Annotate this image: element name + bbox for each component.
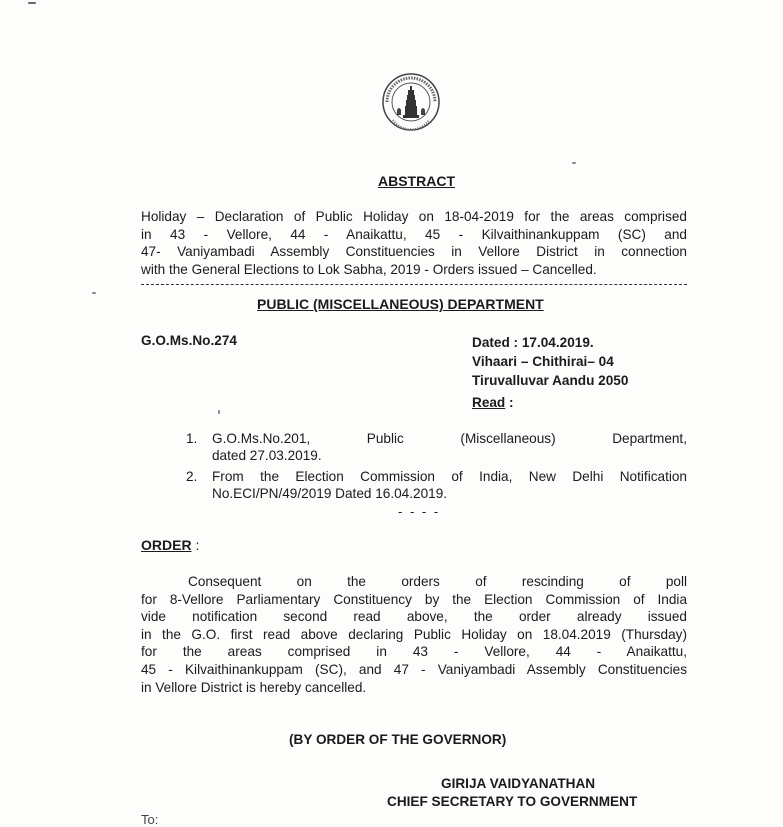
scan-speck (28, 2, 36, 4)
order-heading: ORDER : (141, 537, 200, 553)
section-separator: - - - - (398, 504, 441, 519)
tamilnadu-emblem-icon (381, 70, 441, 134)
to-label: To: (141, 812, 159, 827)
scan-speck (218, 410, 220, 414)
subject-line: in 43 - Vellore, 44 - Anaikattu, 45 - Kilvaithinankuppam (SC) and (141, 226, 687, 242)
reference-line: G.O.Ms.No.201, Public (Miscellaneous) Department, (212, 431, 687, 446)
scan-speck (92, 292, 96, 294)
order-line: vide notification second read above, the order already issued (141, 609, 687, 625)
tiruvalluvar-year-line: Tiruvalluvar Aandu 2050 (472, 373, 629, 388)
reference-line: From the Election Commission of India, New Delhi Notification (212, 469, 687, 484)
reference-line: No.ECI/PN/49/2019 Dated 16.04.2019. (212, 486, 448, 501)
dated-line: Dated : 17.04.2019. (472, 335, 594, 350)
order-line: 45 - Kilvaithinankuppam (SC), and 47 - Vaniyambadi Assembly Constituencies (141, 661, 687, 677)
go-number: G.O.Ms.No.274 (141, 333, 237, 348)
order-line: Consequent on the orders of rescinding of poll (188, 574, 687, 589)
subject-line: 47- Vaniyambadi Assembly Constituencies in Vellore District in connection (141, 244, 687, 260)
subject-line: Holiday – Declaration of Public Holiday on 18-04-2019 for the areas comprised (141, 209, 687, 224)
government-seal (381, 70, 441, 134)
by-order-line: (BY ORDER OF THE GOVERNOR) (289, 732, 507, 747)
order-line: for the areas comprised in 43 - Vellore, 44 - Anaikattu, (141, 644, 687, 660)
order-line: in Vellore District is hereby cancelled. (141, 679, 367, 695)
order-paragraph (141, 573, 687, 696)
scan-speck (572, 162, 576, 164)
tamil-date-line: Vihaari – Chithirai– 04 (472, 354, 614, 369)
department-heading: PUBLIC (MISCELLANEOUS) DEPARTMENT (257, 296, 544, 312)
reference-item (186, 430, 687, 464)
dashed-divider (141, 284, 687, 285)
reference-line: dated 27.03.2019. (212, 448, 322, 463)
subject-line: with the General Elections to Lok Sabha, 2019 - Orders issued – Cancelled. (141, 261, 597, 277)
reference-item (186, 468, 687, 502)
signatory-name: GIRIJA VAIDYANATHAN (441, 776, 596, 791)
date-block (472, 333, 628, 390)
order-line: in the G.O. first read above declaring Public Holiday on 18.04.2019 (Thursday) (141, 626, 687, 642)
signatory-designation: CHIEF SECRETARY TO GOVERNMENT (387, 794, 638, 809)
read-heading: Read : (472, 395, 514, 410)
abstract-title: ABSTRACT (378, 173, 455, 189)
order-line: for 8-Vellore Parliamentary Constituency by the Election Commission of India (141, 591, 687, 607)
reference-number: 1. (186, 431, 198, 446)
subject-paragraph (141, 208, 687, 278)
reference-number: 2. (186, 469, 198, 484)
references-list (186, 430, 687, 506)
